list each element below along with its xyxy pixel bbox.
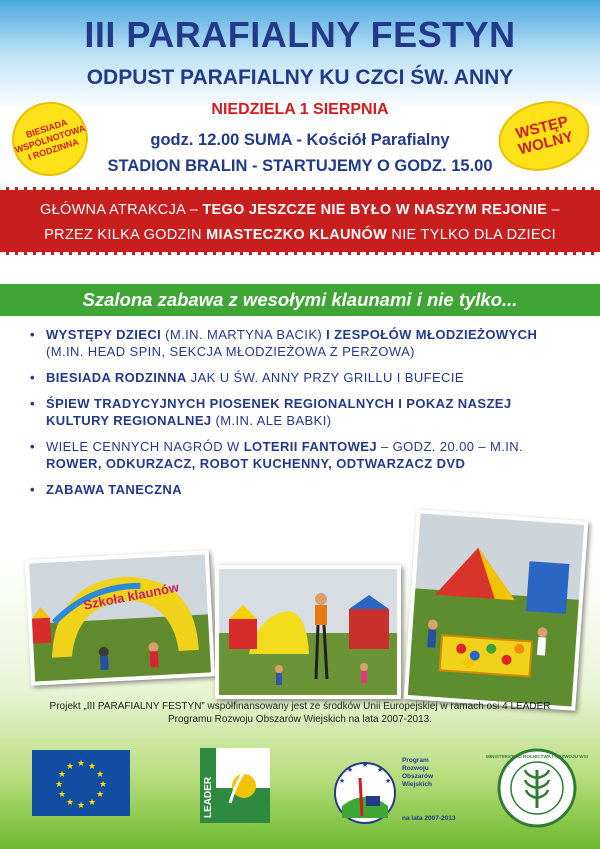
funding-credit [0, 700, 600, 726]
svg-text:★: ★ [57, 770, 67, 780]
svg-text:★: ★ [338, 777, 346, 785]
prow-line-2: Rozwoju [402, 765, 429, 772]
prow-line-3: Obszarów [402, 773, 434, 780]
svg-text:★: ★ [384, 777, 392, 785]
svg-text:★: ★ [376, 766, 384, 774]
photo-stilt-walker [215, 565, 401, 699]
program-item-4-bold: LOTERII FANTOWEJ [243, 439, 377, 454]
photo-ballpit-image [408, 514, 584, 707]
program-item-4-bold-2: ROWER, ODKURZACZ, ROBOT KUCHENNY, ODTWARZACZ DVD [46, 456, 466, 471]
svg-text:★: ★ [87, 762, 97, 772]
svg-text:★: ★ [76, 801, 86, 811]
event-date: NIEDZIELA 1 SIERPNIA [211, 101, 389, 118]
tagline-text: Szalona zabawa z wesołymi klaunami i nie tylko... [82, 289, 518, 310]
banner-line-2-highlight: MIASTECZKO KLAUNÓW [206, 227, 388, 243]
svg-text:★: ★ [95, 790, 105, 800]
svg-text:★: ★ [54, 780, 64, 790]
bullet-icon: • [30, 370, 35, 385]
svg-text:★: ★ [95, 770, 105, 780]
photo-clown-school-arch [25, 550, 215, 685]
svg-text:★: ★ [65, 798, 75, 808]
program-item-singing [30, 395, 575, 429]
poster-title: III PARAFIALNY FESTYN [84, 14, 516, 55]
banner-line-1-c: – [547, 202, 560, 218]
program-item-1-bold-2: I ZESPOŁÓW MŁODZIEŻOWYCH [326, 327, 538, 342]
program-item-1-bold: WYSTĘPY DZIECI [46, 327, 162, 342]
poster-subtitle: ODPUST PARAFIALNY KU CZCI ŚW. ANNY [86, 66, 514, 89]
eu-stars-icon [32, 750, 130, 816]
program-item-5-bold: ZABAWA TANECZNA [46, 482, 182, 497]
green-tagline-bar [0, 284, 600, 316]
bullet-icon: • [30, 439, 35, 454]
program-item-2-text: JAK U ŚW. ANNY PRZY GRILLU I BUFECIE [186, 370, 464, 385]
free-entry-badge-text: WSTĘP WOLNY [514, 113, 575, 159]
ministry-seal-icon [486, 748, 588, 828]
svg-text:★: ★ [87, 798, 97, 808]
photo-stilt-image [219, 569, 397, 695]
family-feast-badge-text: BIESIADA WSPÓLNOTOWA I RODZINNA [13, 116, 87, 162]
program-item-3-bold: ŚPIEW TRADYCYJNYCH PIOSENEK REGIONALNYCH I POKAZ NASZEJ KULTURY REGIONALNEJ [46, 396, 512, 428]
leader-logo-icon [200, 748, 270, 823]
prow-logo [330, 748, 456, 828]
program-item-1-text: (M.IN. MARTYNA BACIK) [161, 327, 327, 342]
prow-line-5: na lata 2007-2013 [402, 815, 456, 822]
arch-text: Szkoła klaunów [82, 579, 181, 613]
svg-text:★: ★ [361, 761, 369, 769]
program-list [30, 326, 575, 507]
ministry-seal-logo [486, 748, 588, 828]
prow-line-4: Wiejskich [402, 781, 432, 788]
main-attraction-banner [0, 187, 600, 255]
leader-text: LEADER [203, 776, 214, 818]
banner-line-1-highlight: TEGO JESZCZE NIE BYŁO W NASZYM REJONIE [202, 202, 548, 218]
banner-line-2-c: NIE TYLKO DLA DZIECI [387, 227, 556, 243]
program-item-performances [30, 326, 575, 360]
banner-line-2-a: PRZEZ KILKA GODZIN [44, 227, 207, 243]
program-item-lottery [30, 438, 575, 472]
bullet-icon: • [30, 482, 35, 497]
funding-credit-line-1: Projekt „III PARAFIALNY FESTYN” współfinansowany jest ze środków Unii Europejskiej w ramach osi 4 LEADER [49, 701, 551, 712]
program-item-4-text-2: – GODZ. 20.00 – M.IN. [377, 439, 524, 454]
mass-time: godz. 12.00 SUMA - Kościół Parafialny [150, 131, 450, 149]
ministry-text: MINISTERSTWO ROLNICTWA I ROZWOJU WSI [486, 754, 588, 759]
leader-logo [200, 748, 270, 823]
program-item-1-text-2: (M.IN. HEAD SPIN, SEKCJA MŁODZIEŻOWA Z PERZOWA) [46, 344, 415, 359]
banner-line-2 [0, 227, 600, 243]
banner-line-1 [0, 202, 600, 218]
venue-start-time: STADION BRALIN - STARTUJEMY O GODZ. 15.00 [107, 157, 493, 175]
prow-logo-icon [330, 748, 456, 828]
svg-text:★: ★ [76, 759, 86, 769]
bullet-icon: • [30, 396, 35, 411]
svg-text:★: ★ [98, 780, 108, 790]
program-item-2-bold: BIESIADA RODZINNA [46, 370, 187, 385]
photo-ball-pit [404, 509, 589, 711]
program-item-dance [30, 481, 575, 498]
photo-arch-image [29, 554, 211, 681]
prow-line-1: Program [402, 757, 429, 764]
svg-text:★: ★ [65, 762, 75, 772]
eu-flag-logo [32, 750, 130, 816]
program-item-3-text: (M.IN. ALE BABKI) [211, 413, 332, 428]
program-item-4-text: WIELE CENNYCH NAGRÓD W [46, 439, 244, 454]
banner-line-1-a: GŁÓWNA ATRAKCJA – [40, 202, 203, 218]
svg-text:★: ★ [57, 790, 67, 800]
bullet-icon: • [30, 327, 35, 342]
program-item-family-feast [30, 369, 575, 386]
funding-credit-line-2: Programu Rozwoju Obszarów Wiejskich na lata 2007-2013. [167, 714, 432, 725]
svg-text:★: ★ [346, 766, 354, 774]
